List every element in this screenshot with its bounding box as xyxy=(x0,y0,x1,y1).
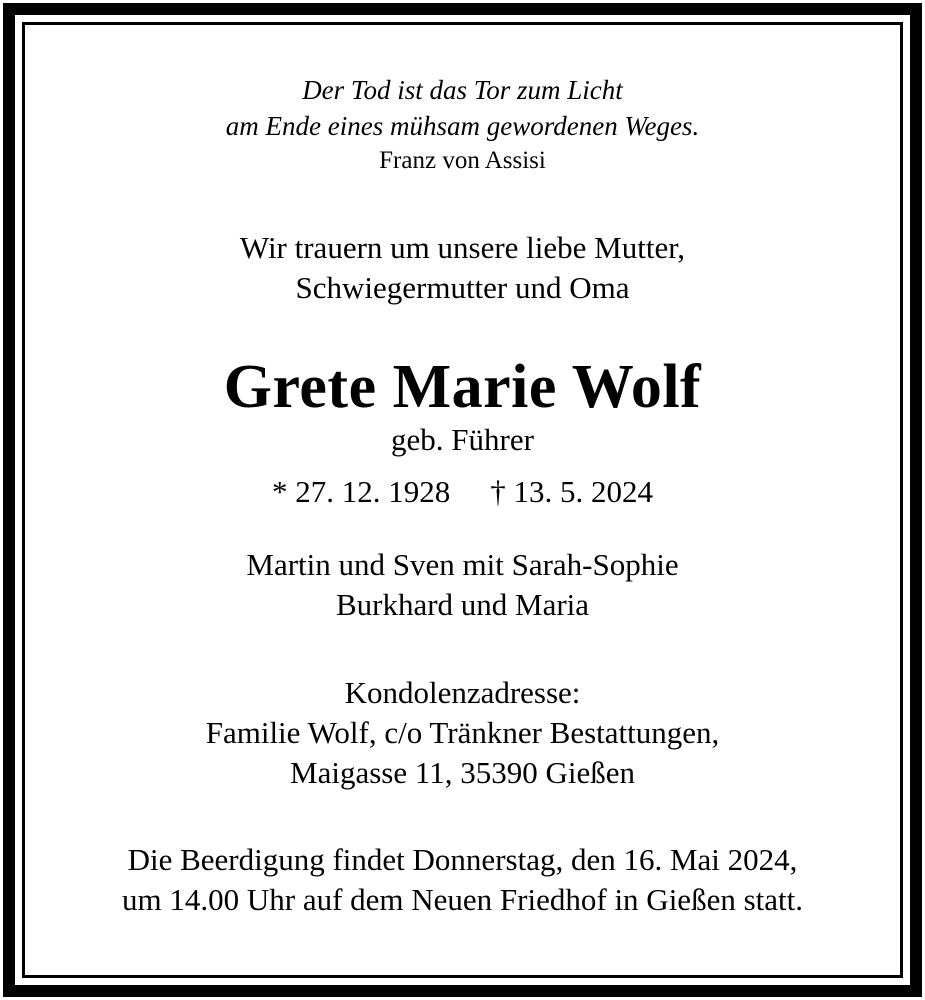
birth-name: geb. Führer xyxy=(391,422,534,457)
condolence-block xyxy=(25,673,900,793)
condolence-label: Kondolenzadresse: xyxy=(344,675,581,710)
quote-block xyxy=(25,72,900,178)
family-line-1: Martin und Sven mit Sarah-Sophie xyxy=(246,547,679,582)
quote-line-1: Der Tod ist das Tor zum Licht xyxy=(302,75,623,105)
family-block xyxy=(25,545,900,625)
intro-line-2: Schwiegermutter und Oma xyxy=(295,270,630,305)
death-date: † 13. 5. 2024 xyxy=(490,474,653,509)
condolence-line-1: Familie Wolf, c/o Tränkner Bestattungen, xyxy=(205,715,720,750)
quote-author: Franz von Assisi xyxy=(379,147,546,174)
intro-block xyxy=(25,228,900,308)
quote-line-2: am Ende eines mühsam gewordenen Weges. xyxy=(225,111,700,141)
deceased-block xyxy=(25,352,900,512)
life-dates xyxy=(25,472,900,512)
intro-line-1: Wir trauern um unsere liebe Mutter, xyxy=(239,230,686,265)
funeral-block xyxy=(25,840,900,920)
family-line-2: Burkhard und Maria xyxy=(335,587,590,622)
funeral-line-2: um 14.00 Uhr auf dem Neuen Friedhof in Gießen statt. xyxy=(122,882,803,917)
birth-date: * 27. 12. 1928 xyxy=(272,474,451,509)
condolence-line-2: Maigasse 11, 35390 Gießen xyxy=(290,755,635,790)
deceased-name: Grete Marie Wolf xyxy=(223,353,702,421)
funeral-line-1: Die Beerdigung findet Donnerstag, den 16. Mai 2024, xyxy=(127,842,798,877)
